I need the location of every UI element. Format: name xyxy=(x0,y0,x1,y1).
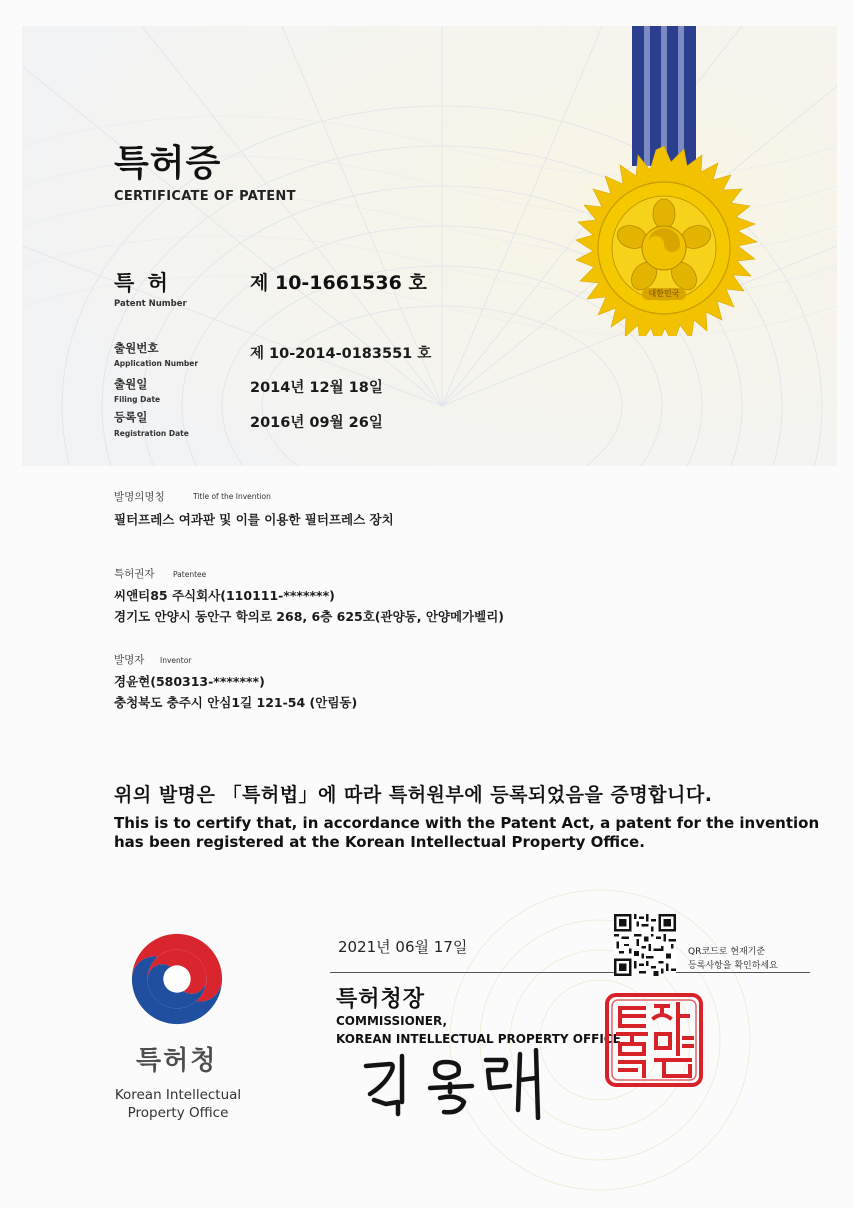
qr-note-line1: QR코드로 현재기준 xyxy=(688,947,766,957)
patent-number-label-english: Patent Number xyxy=(114,299,187,309)
invention-title-label-english: Title of the Invention xyxy=(193,492,271,501)
commissioner-title-english-line2: KOREAN INTELLECTUAL PROPERTY OFFICE xyxy=(336,1032,621,1046)
inventor-label: 발명자 xyxy=(114,654,145,666)
patent-number-label: 특 허 xyxy=(114,271,171,295)
patentee-address: 경기도 안양시 동안구 학의로 268, 6층 625호(관양동, 안양메가벨리) xyxy=(114,609,504,624)
patentee-label-english: Patentee xyxy=(173,570,207,579)
qr-code-note xyxy=(688,945,778,973)
invention-title-value: 필터프레스 여과판 및 이를 이용한 필터프레스 장치 xyxy=(114,512,394,527)
patentee-name: 씨앤티85 주식회사(110111-*******) xyxy=(114,588,335,603)
patentee-label: 특허권자 xyxy=(114,568,155,580)
application-number-value: 제 10-2014-0183551 호 xyxy=(250,346,432,362)
office-name-english-line2: Property Office xyxy=(127,1105,229,1121)
filing-date-value: 2014년 12월 18일 xyxy=(250,380,383,396)
gold-medal-seal xyxy=(560,26,770,336)
commissioner-title-english-line1: COMMISSIONER, xyxy=(336,1014,448,1028)
office-name-korean: 특허청 xyxy=(136,1046,218,1076)
application-number-label: 출원번호 xyxy=(114,341,159,355)
registration-date-label-english: Registration Date xyxy=(114,429,189,438)
commissioner-signature xyxy=(360,1048,560,1120)
issue-date: 2021년 06월 17일 xyxy=(338,938,468,956)
ribbon xyxy=(632,26,696,166)
inventor-label-english: Inventor xyxy=(160,656,192,665)
inventor-name: 경윤현(580313-*******) xyxy=(114,674,265,689)
medal-text: 대한민국 xyxy=(648,289,680,298)
commissioner-title-korean: 특허청장 xyxy=(336,987,426,1012)
filing-date-label-english: Filing Date xyxy=(114,395,161,404)
invention-title-label: 발명의명칭 xyxy=(114,491,165,503)
certificate-title-english: CERTIFICATE OF PATENT xyxy=(114,189,296,204)
qr-note-line2: 등록사항을 확인하세요 xyxy=(688,961,778,971)
official-seal-stamp xyxy=(604,992,704,1088)
certification-statement-english-line2: has been registered at the Korean Intellectual Property Office. xyxy=(114,833,645,851)
office-name-english-line1: Korean Intellectual xyxy=(114,1087,242,1103)
inventor-address: 충청북도 충주시 안심1길 121-54 (안림동) xyxy=(114,695,358,710)
certification-statement-english-line1: This is to certify that, in accordance with the Patent Act, a patent for the invention xyxy=(114,814,820,832)
registration-date-value: 2016년 09월 26일 xyxy=(250,415,383,431)
qr-code-icon[interactable] xyxy=(614,914,676,976)
patent-number-value: 제 10-1661536 호 xyxy=(250,272,427,294)
certificate-title: 특허증 xyxy=(114,143,222,184)
kipo-logo-icon xyxy=(128,930,226,1028)
certification-statement-korean: 위의 발명은 「특허법」에 따라 특허원부에 등록되었음을 증명합니다. xyxy=(114,784,713,806)
filing-date-label: 출원일 xyxy=(114,377,148,391)
registration-date-label: 등록일 xyxy=(114,410,148,424)
application-number-label-english: Application Number xyxy=(114,359,199,368)
